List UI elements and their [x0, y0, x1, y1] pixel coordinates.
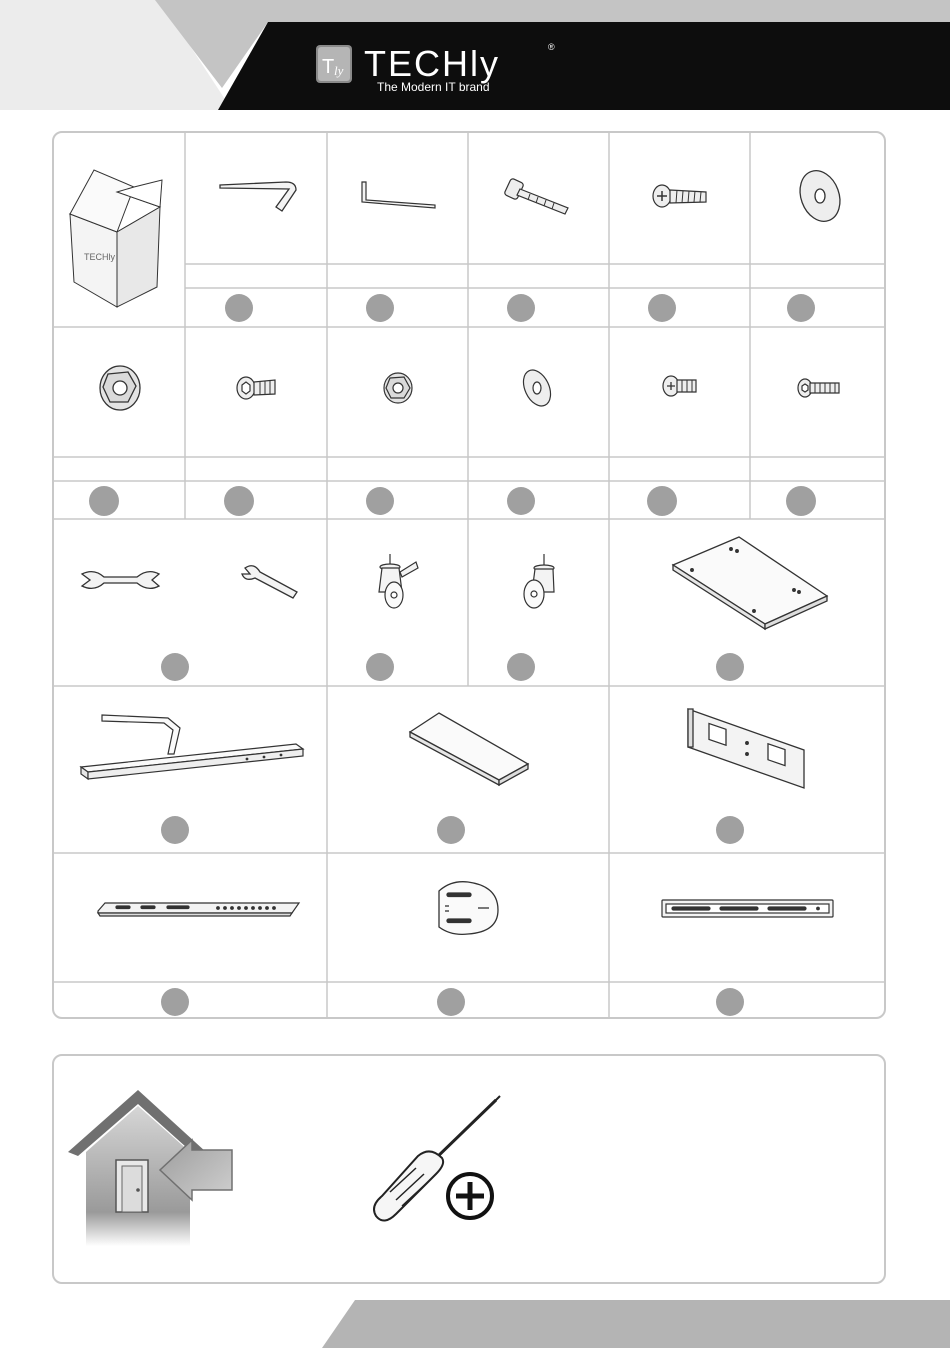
pan-head-screw-icon — [663, 376, 696, 396]
tools-panel — [52, 1054, 886, 1284]
allen-key-small-icon — [362, 182, 435, 208]
leg-bar-icon — [81, 715, 303, 779]
part-badge — [366, 487, 394, 515]
brand-name: TECHly — [364, 43, 500, 84]
phillips-screw-icon — [653, 185, 706, 207]
part-badge — [507, 487, 535, 515]
part-badge — [366, 294, 394, 322]
part-badge — [648, 294, 676, 322]
caster-icon — [524, 554, 554, 608]
button-head-bolt-icon — [798, 379, 839, 397]
channel-rail-icon — [662, 900, 833, 917]
wrench-pair-icon — [82, 566, 297, 598]
flat-washer-large-icon — [793, 165, 846, 227]
flat-washer-small-icon — [518, 366, 556, 411]
svg-text:ly: ly — [334, 63, 344, 78]
part-badge — [437, 988, 465, 1016]
perforated-arm-icon — [98, 903, 299, 916]
part-badge — [716, 653, 744, 681]
base-plate-icon — [673, 537, 827, 629]
footer-band — [0, 1300, 950, 1348]
slot-plate-icon — [439, 882, 498, 935]
part-badge — [225, 294, 253, 322]
part-badge — [89, 486, 119, 516]
brand-logo-icon — [316, 45, 352, 83]
socket-bolt-icon — [504, 178, 568, 214]
part-badge — [161, 988, 189, 1016]
part-badge — [716, 816, 744, 844]
part-badge — [716, 988, 744, 1016]
phillips-screwdriver-icon — [372, 1092, 502, 1226]
part-badge — [161, 816, 189, 844]
packaging-box-icon — [70, 170, 162, 307]
brand-tagline: The Modern IT brand — [377, 80, 490, 94]
parts-list-panel — [52, 131, 886, 1019]
socket-bolt-short-icon — [237, 377, 275, 399]
part-badge — [507, 653, 535, 681]
part-badge — [507, 294, 535, 322]
caster-with-brake-icon — [379, 554, 418, 608]
part-badge — [437, 816, 465, 844]
flange-nut-small-icon — [384, 373, 412, 403]
svg-text:TECHly: TECHly — [84, 252, 115, 262]
shelf-plate-icon — [410, 713, 528, 785]
part-badge — [366, 653, 394, 681]
allen-key-large-icon — [220, 182, 296, 211]
part-badge — [647, 486, 677, 516]
svg-text:T: T — [322, 56, 335, 78]
parts-grid — [54, 133, 886, 1019]
part-badge — [787, 294, 815, 322]
part-badge — [224, 486, 254, 516]
part-badge — [786, 486, 816, 516]
indoor-use-house-icon — [64, 1090, 234, 1250]
registered-mark: ® — [548, 42, 555, 52]
wall-bracket-icon — [688, 709, 804, 788]
flange-nut-large-icon — [100, 366, 140, 410]
part-badge — [161, 653, 189, 681]
